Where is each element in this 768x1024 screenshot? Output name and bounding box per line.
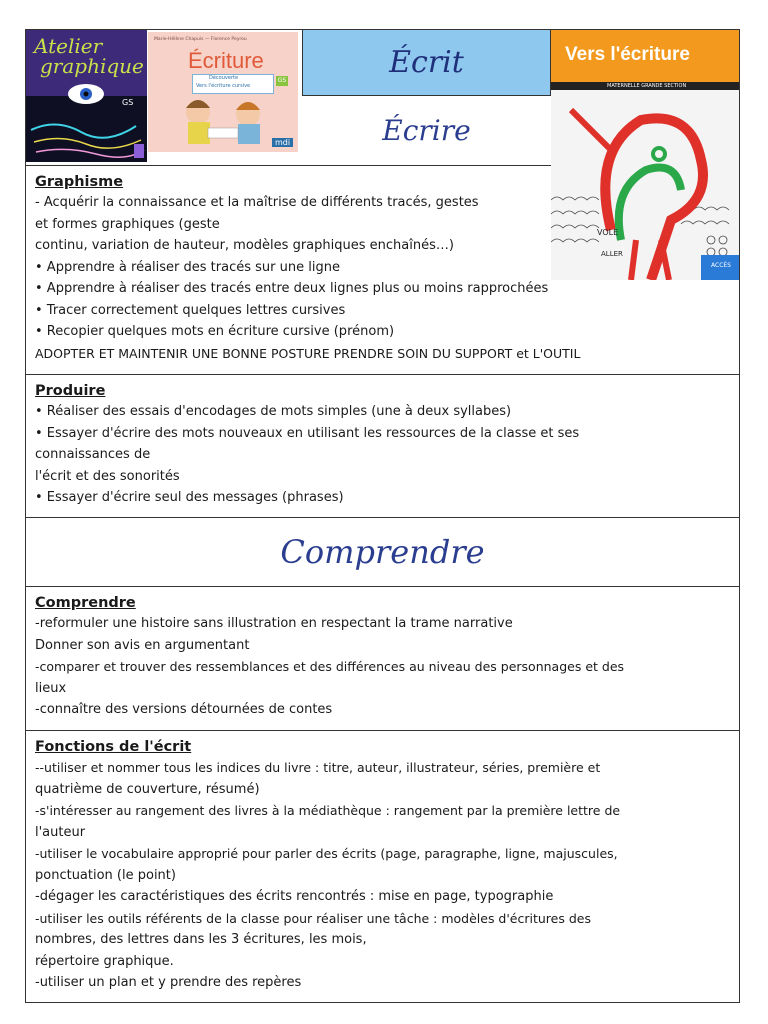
section-line: -comparer et trouver des ressemblances et des différences au niveau des personnages et des [35,659,625,674]
section-heading: Produire [35,383,106,399]
section-produire [26,375,739,518]
section-line: -dégager les caractéristiques des écrits rencontrés : mise en page, typographie [35,889,554,904]
section-line: nombres, des lettres dans les 3 écritures, les mois, [35,932,367,947]
title-box [302,30,551,95]
cover1-badge: GS [122,98,134,107]
cover3-title: Vers l'écriture [565,44,690,65]
cover3-black-band [551,82,739,90]
cover1-title-line1: Atelier [34,34,103,58]
section-heading: Comprendre [35,595,136,611]
cover3-art [551,90,739,280]
cover2-badge: GS [277,77,287,84]
section-line: l'auteur [35,824,86,840]
cover2-subtitle: Découverte [209,75,239,81]
section-line: -utiliser le vocabulaire approprié pour parler des écrits (page, paragraphe, ligne, majuscules, [35,846,618,861]
section-line: • Recopier quelques mots en écriture cursive (prénom) [35,324,395,339]
cover3-publisher: ACCÈS [711,262,731,269]
section-line: • Apprendre à réaliser des tracés entre deux lignes plus ou moins rapprochées [35,281,549,296]
cover2-publisher: mdi [272,138,293,147]
document-sheet [25,29,740,1003]
section-line: connaissances de [35,447,151,462]
section-heading: Graphisme [35,174,124,190]
section-line: -s'intéresser au rangement des livres à la médiathèque : rangement par la première lettre de [35,803,621,818]
section-line: lieux [35,680,67,696]
section-line: -utiliser les outils référents de la classe pour réaliser une tâche : modèles d'écritures des [35,910,591,926]
cover-atelier-graphique [26,30,147,162]
banner-comprendre [26,518,739,587]
section-line: • Réaliser des essais d'encodages de mots simples (une à deux syllabes) [35,404,512,419]
section-line: l'écrit et des sonorités [35,468,180,484]
banner-title: Comprendre [280,533,485,571]
section-line: • Essayer d'écrire seul des messages (phrases) [35,490,344,505]
section-line: Donner son avis en argumentant [35,637,250,653]
section-line: ponctuation (le point) [35,867,176,883]
section-line: • Apprendre à réaliser des tracés sur une ligne [35,259,340,275]
cover2-subtitle2: Vers l'écriture cursive [196,83,251,89]
cover1-title-line2: graphique [40,54,144,78]
section-line: -reformuler une histoire sans illustration en respectant la trame narrative [35,616,513,631]
cover3-band-text: MATERNELLE GRANDE SECTION [607,83,687,89]
section-line: et formes graphiques (geste [35,216,220,232]
section-line: --utiliser et nommer tous les indices du livre : titre, auteur, illustrateur, séries, première et [35,760,601,775]
section-line: -connaître des versions détournées de contes [35,702,333,717]
page-title: Écrit [389,45,464,80]
cover2-children-art [148,32,298,152]
cover3-word-vole: VOLE [597,228,619,237]
cover2-authors: Marie-Hélène Chapuis — Florence Peyrou [154,37,247,42]
section-line: • Essayer d'écrire des mots nouveaux en utilisant les ressources de la classe et ses [35,425,580,441]
cover2-title: Écriture [188,48,264,73]
cover-ecriture [148,32,298,152]
section-line: quatrième de couverture, résumé) [35,781,260,797]
section-line: répertoire graphique. [35,953,174,969]
page-subtitle: Écrire [382,114,471,147]
section-line: continu, variation de hauteur, modèles graphiques enchaînés…) [35,238,454,253]
section-fonctions-ecrit [26,731,739,1002]
section-line: ADOPTER ET MAINTENIR UNE BONNE POSTURE PRENDRE SOIN DU SUPPORT et L'OUTIL [35,345,581,361]
subtitle-box [302,95,551,165]
section-line: - Acquérir la connaissance et la maîtrise de différents tracés, gestes [35,195,479,210]
section-comprendre [26,587,739,731]
section-line: -utiliser un plan et y prendre des repères [35,975,302,990]
cover-vers-ecriture [551,30,739,280]
section-line: • Tracer correctement quelques lettres cursives [35,302,346,318]
cover3-word-aller: ALLER [601,250,623,258]
section-heading: Fonctions de l'écrit [35,739,192,755]
cover3-band [551,30,739,82]
